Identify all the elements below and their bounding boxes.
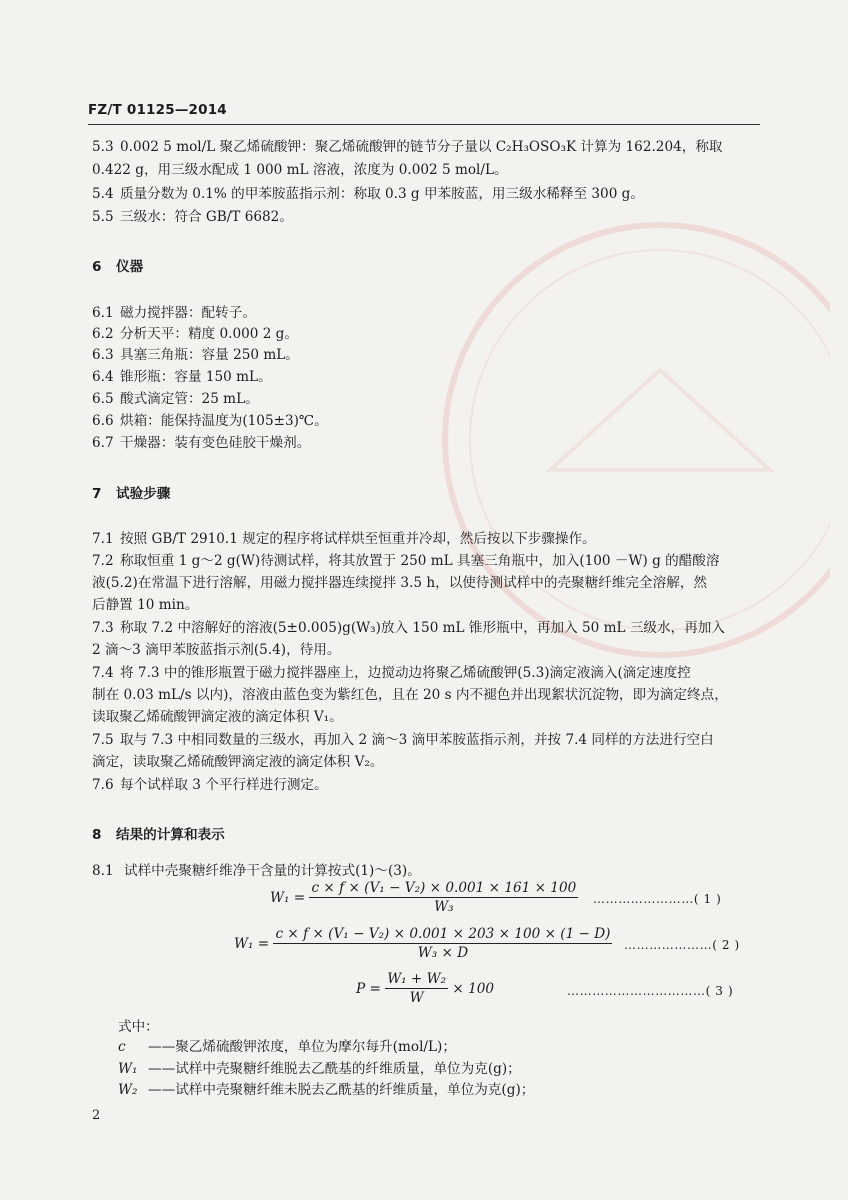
clause-5-4: 5.4 质量分数为 0.1% 的甲苯胺蓝指示剂：称取 0.3 g 甲苯胺蓝，用三级水稀释至 300 g。 (92, 186, 644, 202)
clause-7-3-line-2: 2 滴～3 滴甲苯胺蓝指示剂(5.4)，待用。 (92, 642, 341, 658)
formula-1: W₁ = $\frac{\text{c × f × (V₁ − V₂) × 0.001 × 161 × 100}}{\text{W₃}}$ (270, 880, 577, 915)
section-8-heading: 8 结果的计算和表示 (92, 827, 225, 843)
section-6-heading: 6 仪器 (92, 259, 144, 275)
where-label: 式中： (118, 1019, 159, 1035)
clause-7-5-line-1: 7.5 取与 7.3 中相同数量的三级水，再加入 2 滴～3 滴甲苯胺蓝指示剂，并按 7.4 同样的方法进行空白 (92, 732, 714, 748)
page-number: 2 (92, 1108, 101, 1123)
clause-7-4-line-2: 制在 0.03 mL/s 以内)，溶液由蓝色变为紫红色，且在 20 s 内不褪色并出现絮状沉淀物，即为滴定终点， (92, 687, 728, 703)
clause-6-6: 6.6 烘箱：能保持温度为(105±3)℃。 (92, 413, 328, 429)
clause-7-6: 7.6 每个试样取 3 个平行样进行测定。 (92, 777, 328, 793)
clause-7-1: 7.1 按照 GB/T 2910.1 规定的程序将试样烘至恒重并冷却，然后按以下步骤操作。 (92, 531, 596, 547)
formula-3: P = $\frac{\text{W₁ + W₂}}{W}$ × 100 (356, 971, 495, 1006)
var-w2: W₂ ——试样中壳聚糖纤维未脱去乙酰基的纤维质量，单位为克(g)； (118, 1082, 535, 1098)
clause-7-2-line-2: 液(5.2)在常温下进行溶解，用磁力搅拌器连续搅拌 3.5 h，以使待测试样中的壳聚糖纤维完全溶解，然 (92, 575, 707, 591)
formula-2-leader: …………………( 2 ) (624, 938, 740, 952)
clause-5-5: 5.5 三级水：符合 GB/T 6682。 (92, 209, 293, 225)
formula-2-numerator: c × f × (V₁ − V₂) × 0.001 × 203 × 100 × (1 − D) (275, 926, 611, 942)
clause-6-5: 6.5 酸式滴定管：25 mL。 (92, 391, 259, 407)
bleed-through-stamp (410, 170, 830, 730)
clause-6-4: 6.4 锥形瓶：容量 150 mL。 (92, 369, 272, 385)
formula-1-denominator: W₃ (434, 899, 454, 915)
clause-6-2: 6.2 分析天平：精度 0.000 2 g。 (92, 326, 298, 342)
formula-3-denominator: W (409, 990, 424, 1006)
clause-6-1: 6.1 磁力搅拌器：配转子。 (92, 305, 256, 321)
standard-code: FZ/T 01125—2014 (88, 102, 227, 118)
clause-5-3-line-2: 0.422 g，用三级水配成 1 000 mL 溶液，浓度为 0.002 5 mol/L。 (92, 162, 508, 178)
clause-8-1: 8.1 试样中壳聚糖纤维净干含量的计算按式(1)～(3)。 (92, 863, 421, 879)
clause-5-3-line-1: 5.3 0.002 5 mol/L 聚乙烯硫酸钾：聚乙烯硫酸钾的链节分子量以 C₂H₃OSO₃K 计算为 162.204，称取 (92, 139, 723, 155)
clause-6-7: 6.7 干燥器：装有变色硅胶干燥剂。 (92, 435, 311, 451)
clause-number: 5.3 (92, 139, 114, 155)
clause-7-5-line-2: 滴定，读取聚乙烯硫酸钾滴定液的滴定体积 V₂。 (92, 754, 384, 770)
clause-number: 5.4 (92, 186, 114, 202)
formula-3-leader: ……………………………( 3 ) (567, 984, 734, 998)
clause-7-4-line-3: 读取聚乙烯硫酸钾滴定液的滴定体积 V₁。 (92, 709, 343, 725)
clause-6-3: 6.3 具塞三角瓶：容量 250 mL。 (92, 347, 299, 363)
section-7-heading: 7 试验步骤 (92, 486, 171, 502)
formula-1-numerator: c × f × (V₁ − V₂) × 0.001 × 161 × 100 (311, 880, 577, 896)
formula-3-numerator: W₁ + W₂ (387, 971, 447, 987)
formula-2: W₁ = $\frac{\text{c × f × (V₁ − V₂) × 0.001 × 203 × 100 × (1 − D)}}{\text{W₃ × D}}$ (234, 926, 611, 961)
formula-1-leader: ……………………( 1 ) (593, 892, 722, 906)
var-w1: W₁ ——试样中壳聚糖纤维脱去乙酰基的纤维质量，单位为克(g)； (118, 1061, 521, 1077)
var-c: c ——聚乙烯硫酸钾浓度，单位为摩尔每升(mol/L)； (118, 1039, 456, 1055)
clause-number: 5.5 (92, 209, 114, 225)
clause-7-3-line-1: 7.3 称取 7.2 中溶解好的溶液(5±0.005)g(W₃)放入 150 mL 锥形瓶中，再加入 50 mL 三级水，再加入 (92, 620, 725, 636)
clause-7-4-line-1: 7.4 将 7.3 中的锥形瓶置于磁力搅拌器座上，边搅动边将聚乙烯硫酸钾(5.3)滴定液滴入(滴定速度控 (92, 665, 691, 681)
header-rule (88, 124, 760, 125)
clause-7-2-line-1: 7.2 称取恒重 1 g～2 g(W)待测试样，将其放置于 250 mL 具塞三角瓶中，加入(100 －W) g 的醋酸溶 (92, 553, 720, 569)
clause-7-2-line-3: 后静置 10 min。 (92, 597, 199, 613)
formula-2-denominator: W₃ × D (417, 945, 469, 961)
